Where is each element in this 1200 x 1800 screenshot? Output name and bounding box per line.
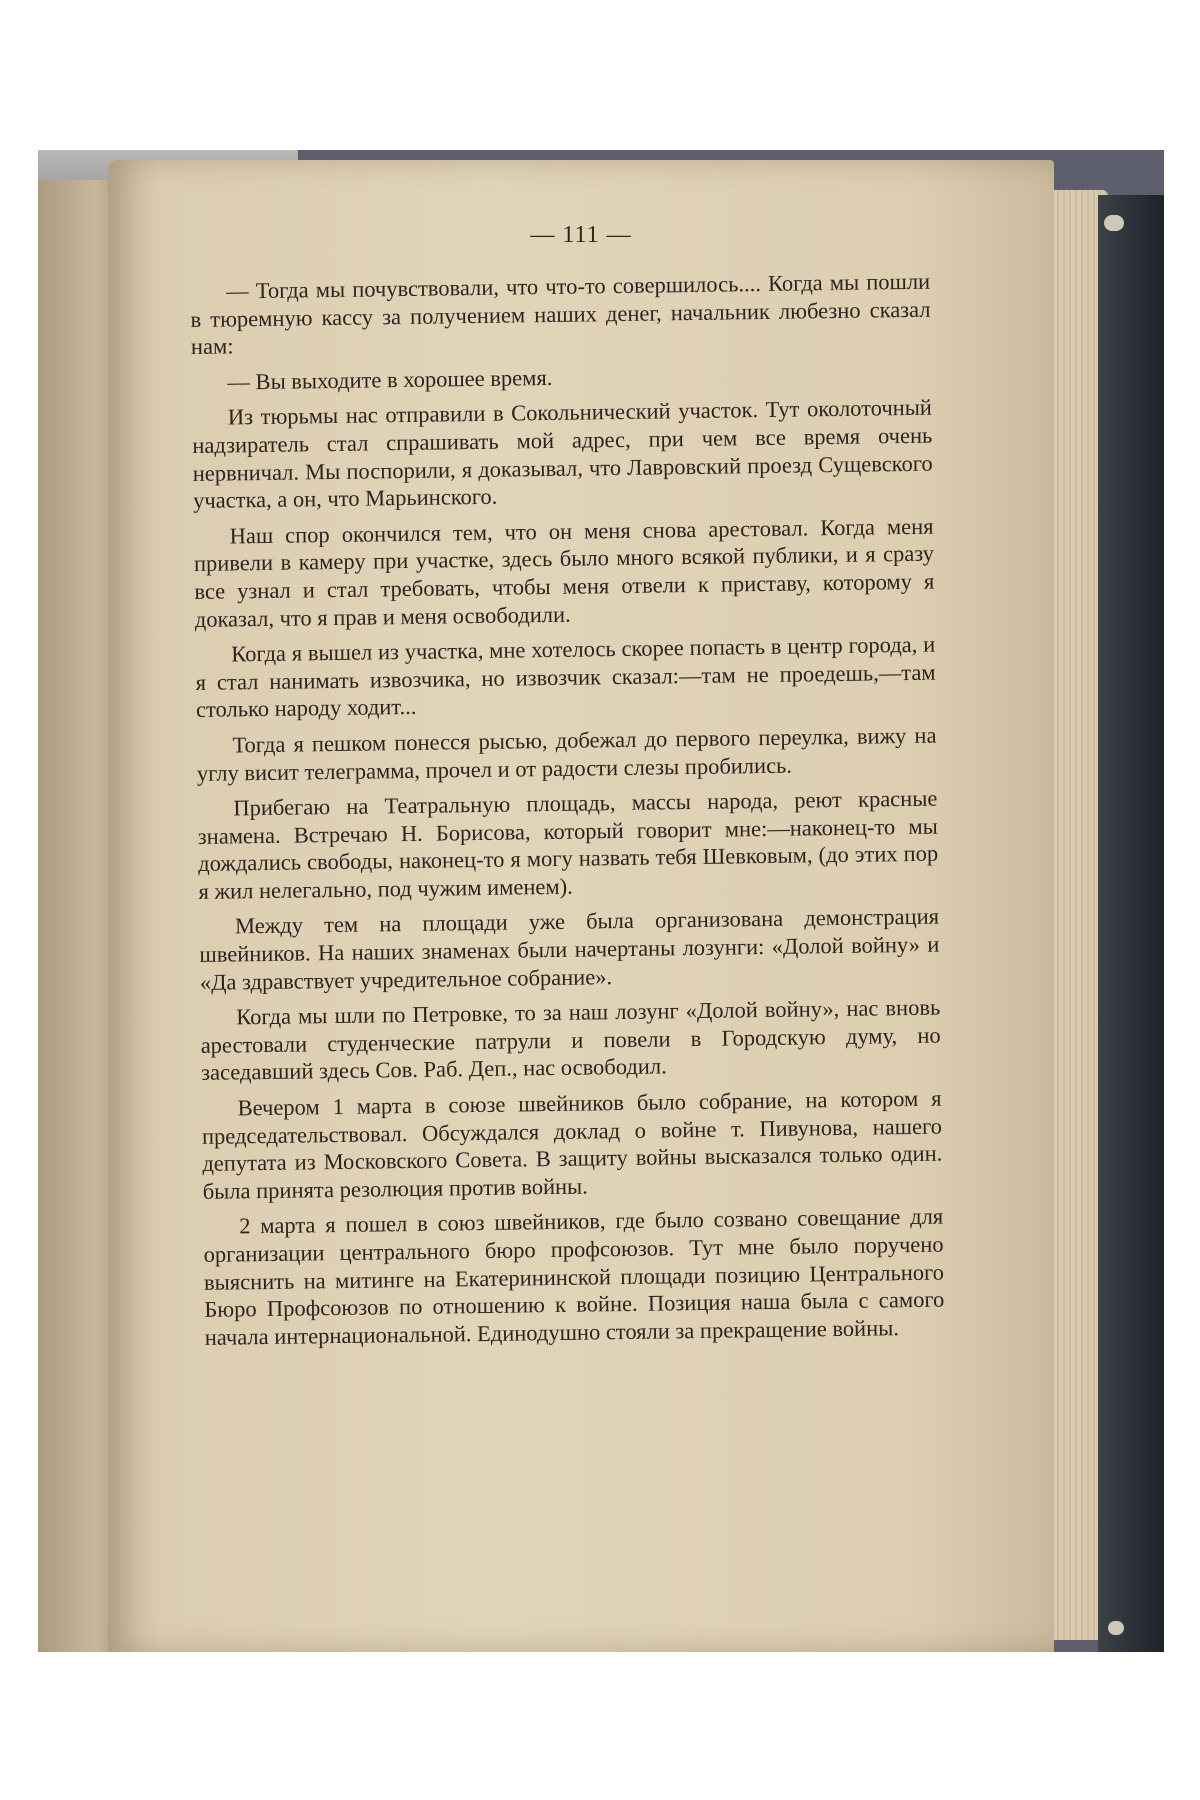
page-number: — 111 — <box>530 222 632 248</box>
paragraph: Прибегаю на Театральную площадь, массы народа, реют красные знамена. Встречаю Н. Борисова, который говорит мне:—наконец-то мы дождались свободы, наконец-то я могу назвать тебя Шевковым, (до этих пор я жил нелегально, под чужим именем). <box>197 785 939 904</box>
book-photo <box>38 150 1164 1652</box>
paragraph: Тогда я пешком понесся рысью, добежал до первого переулка, вижу на углу висит телеграмма, прочел и от радости слезы пробились. <box>196 722 937 786</box>
paragraph: Когда мы шли по Петровке, то за наш лозунг «Долой войну», нас вновь арестовали студенческие патрули и повели в Городскую думу, но заседавший здесь Сов. Раб. Деп., нас освободил. <box>200 994 941 1086</box>
paragraph: — Тогда мы почувствовали, что что-то совершилось.... Когда мы пошли в тюремную кассу за получением наших денег, начальник любезно сказал нам: <box>190 268 931 360</box>
book-page <box>108 160 1054 1652</box>
paragraph: Из тюрьмы нас отправили в Сокольнический участок. Тут околоточный надзиратель стал спрашивать мой адрес, при чем все время очень нервничал. Мы поспорили, я доказывал, что Лавровский проезд Сущевского участка, а он, что Марьинского. <box>192 395 933 514</box>
paragraph: Наш спор окончился тем, что он меня снова арестовал. Когда меня привели в камеру при участке, здесь было много всякой публики, и я сразу все узнал и стал требовать, чтобы меня отвели к приставу, которому я доказал, что я прав и меня освободили. <box>193 513 935 632</box>
paragraph: Вечером 1 марта в союзе швейников было собрание, на котором я председательствовал. Обсуждался доклад о войне т. Пивунова, нашего депутата из Московского Совета. В защиту войны высказался только один. была принята резолюция против войны. <box>201 1085 943 1204</box>
paragraph: 2 марта я пошел в союз швейников, где было созвано совещание для организации центрального бюро профсоюзов. Тут мне было поручено выяснить на митинге на Екатерининской площади позицию Центрального Бюро Профсоюзов по отношению к войне. Позиция наша была с самого начала интернациональной. Единодушно стояли за прекращение войны. <box>203 1203 945 1350</box>
page-text <box>190 268 945 1360</box>
paragraph: Когда я вышел из участка, мне хотелось скорее попасть в центр города, и я стал нанимать извозчика, но извозчик сказал:—там не проедешь,—там столько народу ходит... <box>195 631 936 723</box>
left-page-edge <box>38 180 118 1652</box>
paragraph: — Вы выходите в хорошее время. <box>227 364 553 395</box>
book-binding <box>1098 195 1164 1652</box>
paragraph: Между тем на площади уже была организована демонстрация швейников. На наших знаменах были начертаны лозунги: «Долой войну» и «Да здравствует учредительное собрание». <box>199 904 940 995</box>
